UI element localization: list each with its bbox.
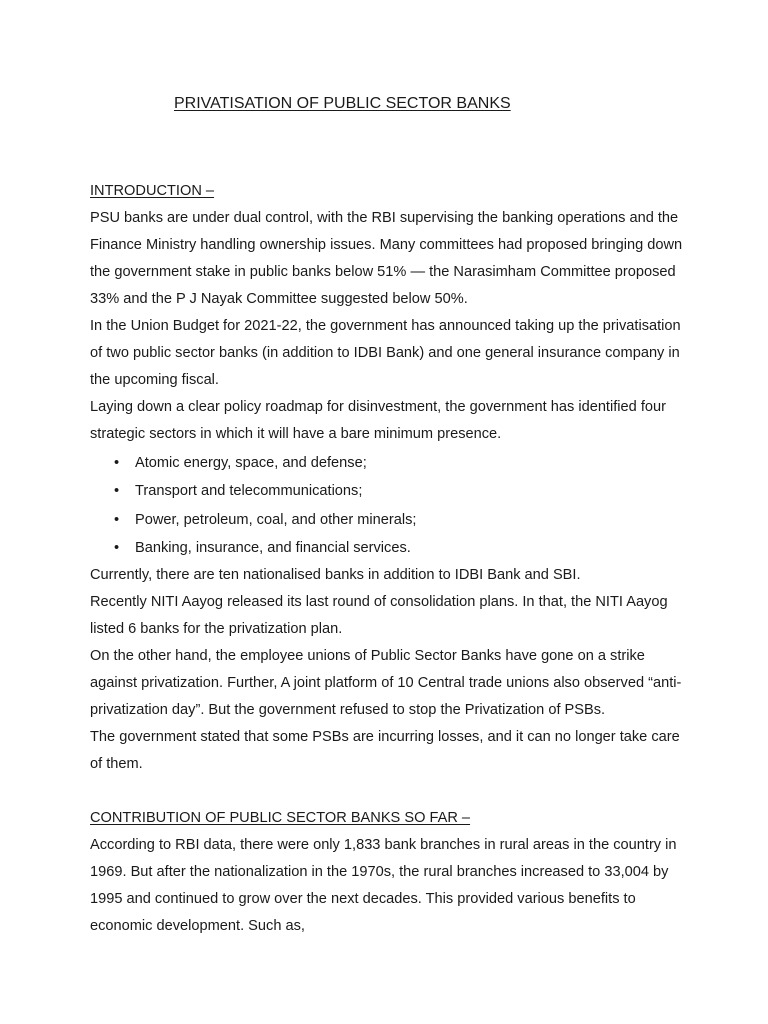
list-item — [90, 450, 690, 477]
bullet-icon: • — [114, 540, 120, 556]
list-item-text: Atomic energy, space, and defense; — [135, 454, 367, 471]
bullet-icon: • — [114, 454, 120, 471]
intro-paragraph-6: On the other hand, the employee unions of Public Sector Banks have gone on a strike against privatization. Further, A joint platform of 10 Central trade unions also observed “anti-privatization day”. But the government refused to stop the Privatization of PSBs. — [90, 648, 682, 718]
bullet-icon: • — [114, 483, 120, 499]
intro-paragraph-2: In the Union Budget for 2021-22, the government has announced taking up the privatisation of two public sector banks (in addition to IDBI Bank) and one general insurance company in the upcoming fiscal. — [90, 318, 681, 388]
contribution-paragraph-1: According to RBI data, there were only 1,833 bank branches in rural areas in the country in 1969. But after the nationalization in the 1970s, the rural branches increased to 33,004 by 1995 and continued to grow over the next decades. This provided various benefits to economic development. Such as, — [90, 837, 677, 934]
strategic-sectors-list — [90, 450, 690, 563]
section-spacer — [90, 778, 690, 805]
section-heading-contribution: CONTRIBUTION OF PUBLIC SECTOR BANKS SO FAR – — [90, 810, 471, 826]
document-body — [90, 178, 690, 940]
list-item — [90, 535, 690, 562]
list-item-text: Transport and telecommunications; — [135, 483, 363, 499]
section-heading-introduction: INTRODUCTION – — [90, 183, 215, 199]
intro-paragraph-3: Laying down a clear policy roadmap for disinvestment, the government has identified four strategic sectors in which it will have a bare minimum presence. — [90, 399, 666, 442]
document-title: PRIVATISATION OF PUBLIC SECTOR BANKS — [174, 95, 511, 112]
list-item-text: Banking, insurance, and financial services. — [135, 540, 411, 556]
intro-paragraph-4: Currently, there are ten nationalised banks in addition to IDBI Bank and SBI. — [90, 567, 581, 583]
intro-paragraph-7: The government stated that some PSBs are incurring losses, and it can no longer take care of them. — [90, 729, 680, 772]
bullet-icon: • — [114, 511, 120, 528]
intro-paragraph-5: Recently NITI Aayog released its last round of consolidation plans. In that, the NITI Aayog listed 6 banks for the privatization plan. — [90, 594, 668, 637]
list-item-text: Power, petroleum, coal, and other minerals; — [135, 511, 417, 528]
list-item — [90, 478, 690, 505]
intro-paragraph-1: PSU banks are under dual control, with the RBI supervising the banking operations and the Finance Ministry handling ownership issues. Many committees had proposed bringing down the government stake in public banks below 51% — the Narasimham Committee proposed 33% and the P J Nayak Committee suggested below 50%. — [90, 210, 683, 307]
list-item — [90, 507, 690, 534]
